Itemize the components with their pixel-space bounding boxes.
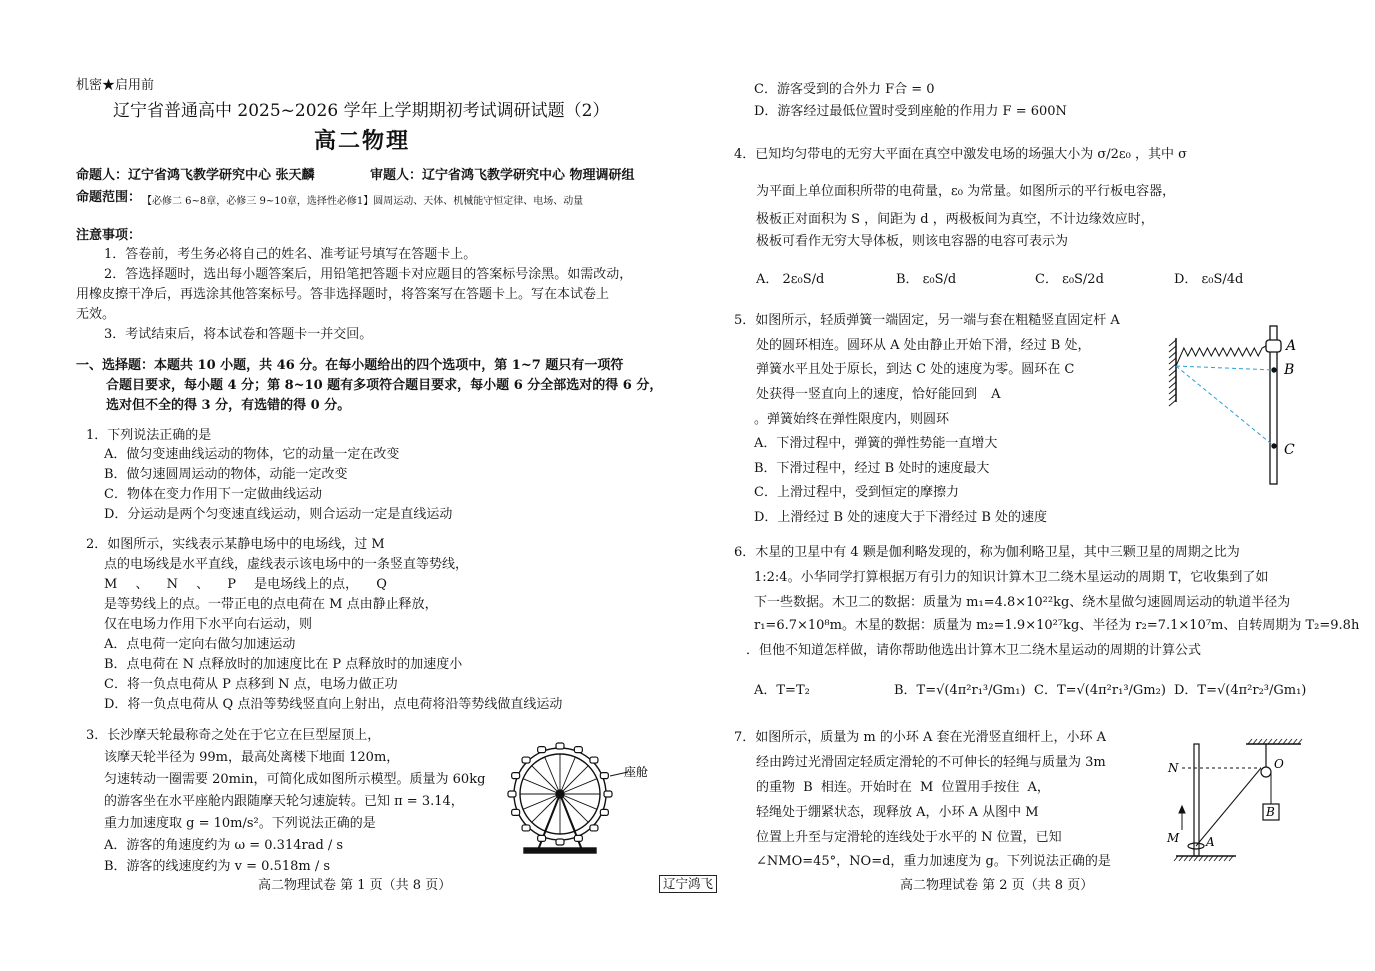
q6-stem-line: 6．木星的卫星中有 4 颗是伽利略发现的，称为伽利略卫星，其中三颗卫星的周期之比为 [734, 545, 1240, 560]
q4-option-c: C． ε₀S/2d [1035, 272, 1104, 287]
wheel-cabin [600, 809, 608, 815]
q3-option-c: C．游客受到的合外力 F合 = 0 [754, 82, 935, 97]
q6-option-d: D．T=√(4π²r₂³/Gm₁) [1174, 683, 1307, 698]
q5-stem-line: 处的圆环相连。圆环从 A 处由静止开始下滑，经过 B 处， [756, 338, 1091, 353]
q2-option-d: D．将一负点电荷从 Q 点沿等势线竖直向上射出，点电荷将沿等势线做直线运动 [104, 697, 563, 712]
q7-stem-line: 轻绳处于绷紧状态，现释放 A，小环 A 从图中 M [756, 805, 1039, 820]
q5-stem-line: 5．如图所示，轻质弹簧一端固定，另一端与套在粗糙竖直固定杆 A [734, 313, 1120, 328]
wheel-spoke [532, 766, 560, 794]
wall-hatch [1169, 346, 1176, 352]
wheel-cabin [522, 757, 530, 763]
q4-option-b: B． ε₀S/d [896, 272, 957, 287]
wall-hatch [1169, 370, 1176, 376]
wall-hatch [1169, 352, 1176, 358]
q5-stem-line: 弹簧水平且处于原长，到达 C 处的速度为零。圆环在 C [756, 362, 1075, 377]
q2-stem-line: 点的电场线是水平直线，虚线表示该电场中的一条竖直等势线， [104, 557, 469, 572]
pulley-figure [1166, 738, 1306, 868]
q7-stem-line: ∠NMO=45°，NO=d，重力加速度为 g。下列说法正确的是 [756, 854, 1111, 869]
wheel-cabin [556, 839, 564, 845]
q2-option-b: B．点电荷在 N 点释放时的加速度比在 P 点释放时的加速度小 [104, 657, 463, 672]
q7-stem-line: 位置上升至与定滑轮的连线处于水平的 N 位置，已知 [756, 830, 1062, 845]
q3-option-a: A．游客的角速度约为 ω = 0.314rad / s [104, 838, 344, 853]
fig-label-b: B [1266, 805, 1275, 819]
scope-label: 命题范围： [76, 190, 142, 205]
q7-stem-line: 7．如图所示，质量为 m 的小环 A 套在光滑竖直细杆上，小环 A [734, 730, 1107, 745]
right-page [688, 0, 1375, 971]
section-heading: 合题目要求，每小题 4 分；第 8~10 题有多项符合题目要求，每小题 6 分全部选对的得 6 分， [106, 378, 663, 393]
spring-rod-figure [1166, 318, 1306, 490]
q5-option-a: A．下滑过程中，弹簧的弹性势能一直增大 [754, 436, 998, 451]
fig-label-n: N [1168, 761, 1179, 775]
fig-label-o: O [1274, 757, 1284, 771]
wheel-spoke [532, 794, 560, 822]
q2-option-c: C．将一负点电荷从 P 点移到 N 点，电场力做正功 [104, 677, 398, 692]
q4-stem-line: 为平面上单位面积所带的电荷量，ε₀ 为常量。如图所示的平行板电容器， [756, 184, 1176, 199]
wheel-spoke [560, 766, 588, 794]
q5-option-d: D．上滑经过 B 处的速度大于下滑经过 B 处的速度 [754, 510, 1048, 525]
q5-option-b: B．下滑过程中，经过 B 处时的速度最大 [754, 461, 990, 476]
q3-option-b: B．游客的线速度约为 v = 0.518m / s [104, 859, 331, 874]
fig-label-c: C [1284, 442, 1295, 458]
q5-stem-line: 处获得一竖直向上的速度，恰好能回到 A [756, 387, 1001, 402]
wall-hatch [1169, 358, 1176, 364]
fig-label-m: M [1167, 831, 1180, 845]
notice-line: 1．答卷前，考生务必将自己的姓名、准考证号填写在答题卡上。 [104, 247, 477, 262]
q3-stem-line: 3．长沙摩天轮最称奇之处在于它立在巨型屋顶上， [86, 728, 381, 743]
q6-stem-line: 下一些数据。木卫二的数据：质量为 m₁=4.8×10²²kg、绕木星做匀速圆周运动的轨道半径为 [754, 595, 1291, 610]
q2-option-a: A．点电荷一定向右做匀加速运动 [104, 637, 296, 652]
q4-option-a: A． 2ε₀S/d [756, 272, 825, 287]
q6-option-c: C．T=√(4π²r₁³/Gm₂) [1034, 683, 1166, 698]
notice-title: 注意事项： [76, 228, 142, 243]
wheel-cabin [604, 791, 612, 797]
q6-option-b: B．T=√(4π²r₁³/Gm₁) [894, 683, 1026, 698]
exam-title: 辽宁省普通高中 2025~2026 学年上学期期初考试调研试题（2） [113, 101, 610, 121]
notice-line: 2．答选择题时，选出每小题答案后，用铅笔把答题卡对应题目的答案标号涂黑。如需改动， [104, 267, 633, 282]
q1-option-c: C．物体在变力作用下一定做曲线运动 [104, 487, 322, 502]
wheel-cabin [574, 835, 582, 841]
reviewers: 审题人：辽宁省鸿飞教学研究中心 物理调研组 [370, 168, 635, 183]
q2-stem-line: M 、 N 、 P 是电场线上的点， Q [104, 577, 387, 592]
q6-stem-line: 1:2:4。小华同学打算根据万有引力的知识计算木卫二绕木星运动的周期 T，它收集到了如 [754, 570, 1269, 585]
wheel-cabin [512, 773, 520, 779]
wheel-cabin [556, 743, 564, 749]
q2-stem-line: 2．如图所示，实线表示某静电场中的电场线，过 M [86, 537, 385, 552]
section-heading: 选对但不全的得 3 分，有选错的得 0 分。 [106, 398, 351, 413]
q2-stem-line: 是等势线上的点。一带正电的点电荷在 M 点由静止释放， [104, 597, 438, 612]
section-heading: 一、选择题：本题共 10 小题，共 46 分。在每小题给出的四个选项中，第 1~7 题只有一项符 [76, 358, 624, 373]
ferris-wheel-figure [500, 738, 660, 862]
q6-stem-line: ．但他不知道怎样做，请你帮助他选出计算木卫二绕木星运动的周期的计算公式 [746, 643, 1202, 658]
q3-stem-line: 的游客坐在水平座舱内跟随摩天轮匀速旋转。已知 π = 3.14， [104, 794, 464, 809]
q4-option-d: D． ε₀S/4d [1174, 272, 1244, 287]
fig-label-a: A [1206, 835, 1215, 849]
notice-line: 3．考试结束后，将本试卷和答题卡一并交回。 [104, 327, 373, 342]
notice-line: 无效。 [76, 307, 116, 322]
wheel-cabin [538, 747, 546, 753]
wall-hatch [1169, 364, 1176, 370]
authors: 命题人：辽宁省鸿飞教学研究中心 张天麟 [76, 168, 315, 183]
subject-title: 高二物理 [314, 128, 411, 154]
q1-option-b: B．做匀速圆周运动的物体，动能一定改变 [104, 467, 348, 482]
q3-option-d: D．游客经过最低位置时受到座舱的作用力 F = 600N [754, 104, 1067, 119]
wheel-cabin [538, 835, 546, 841]
q3-stem-line: 重力加速度取 g = 10m/s²。下列说法正确的是 [104, 816, 376, 831]
q3-stem-line: 该摩天轮半径为 99m，最高处离楼下地面 120m， [104, 750, 400, 765]
wheel-spoke [560, 794, 588, 822]
fig-label-a: A [1286, 338, 1297, 354]
wheel-cabin [522, 825, 530, 831]
publisher-stamp: 辽宁鸿飞 [659, 875, 717, 893]
wheel-cabin [600, 773, 608, 779]
q1-option-a: A．做匀变速曲线运动的物体，它的动量一定在改变 [104, 447, 400, 462]
q4-stem-line: 极板可看作无穷大导体板，则该电容器的电容可表示为 [756, 234, 1069, 249]
q4-stem-line: 4．已知均匀带电的无穷大平面在真空中激发电场的场强大小为 σ/2ε₀ ，其中 σ [734, 147, 1188, 162]
q6-stem-line: r₁=6.7×10⁸m。木星的数据：质量为 m₂=1.9×10²⁷kg、半径为 r₂=7.1×10⁷m、自转周期为 T₂=9.8h [754, 618, 1360, 633]
notice-line: 用橡皮擦干净后，再选涂其他答案标号。答非选择题时，将答案写在答题卡上。写在本试卷上 [76, 287, 610, 302]
scope-text: 【必修二 6~8章，必修三 9~10章，选择性必修1】圆周运动、天体、机械能守恒定律、电场、动量 [142, 196, 584, 207]
wheel-cabin [590, 757, 598, 763]
wall-hatch [1169, 400, 1176, 406]
q4-stem-line: 极板正对面积为 S ，间距为 d ，两极板间为真空，不计边缘效应时， [756, 212, 1154, 227]
fig-label-b: B [1284, 362, 1295, 378]
wheel-cabin [590, 825, 598, 831]
wheel-cabin [512, 809, 520, 815]
q5-option-c: C．上滑过程中，受到恒定的摩擦力 [754, 485, 959, 500]
wheel-cabin [508, 791, 516, 797]
q6-option-a: A．T=T₂ [754, 683, 810, 698]
wall-hatch [1169, 394, 1176, 400]
figure-label-cabin: 座舱 [624, 765, 649, 779]
q3-stem-line: 匀速转动一圈需要 20min，可简化成如图所示模型。质量为 60kg [104, 772, 486, 787]
q2-stem-line: 仅在电场力作用下水平向右运动，则 [104, 617, 313, 632]
wall-hatch [1169, 376, 1176, 382]
q1-option-d: D．分运动是两个匀变速直线运动，则合运动一定是直线运动 [104, 507, 453, 522]
q7-stem-line: 的重物 B 相连。开始时在 M 位置用手按住 A， [756, 780, 1050, 795]
wheel-cabin [574, 747, 582, 753]
wall-hatch [1169, 388, 1176, 394]
page-footer: 高二物理试卷 第 1 页（共 8 页） [258, 878, 452, 893]
page-footer: 高二物理试卷 第 2 页（共 8 页） [900, 878, 1094, 893]
q5-stem-line: 。弹簧始终在弹性限度内，则圆环 [754, 412, 950, 427]
wall-hatch [1169, 340, 1176, 346]
q1-stem: 1．下列说法正确的是 [86, 428, 212, 443]
wall-hatch [1169, 382, 1176, 388]
secret-mark: 机密★启用前 [76, 78, 155, 93]
q7-stem-line: 经由跨过光滑固定轻质定滑轮的不可伸长的轻绳与质量为 3m [756, 755, 1106, 770]
